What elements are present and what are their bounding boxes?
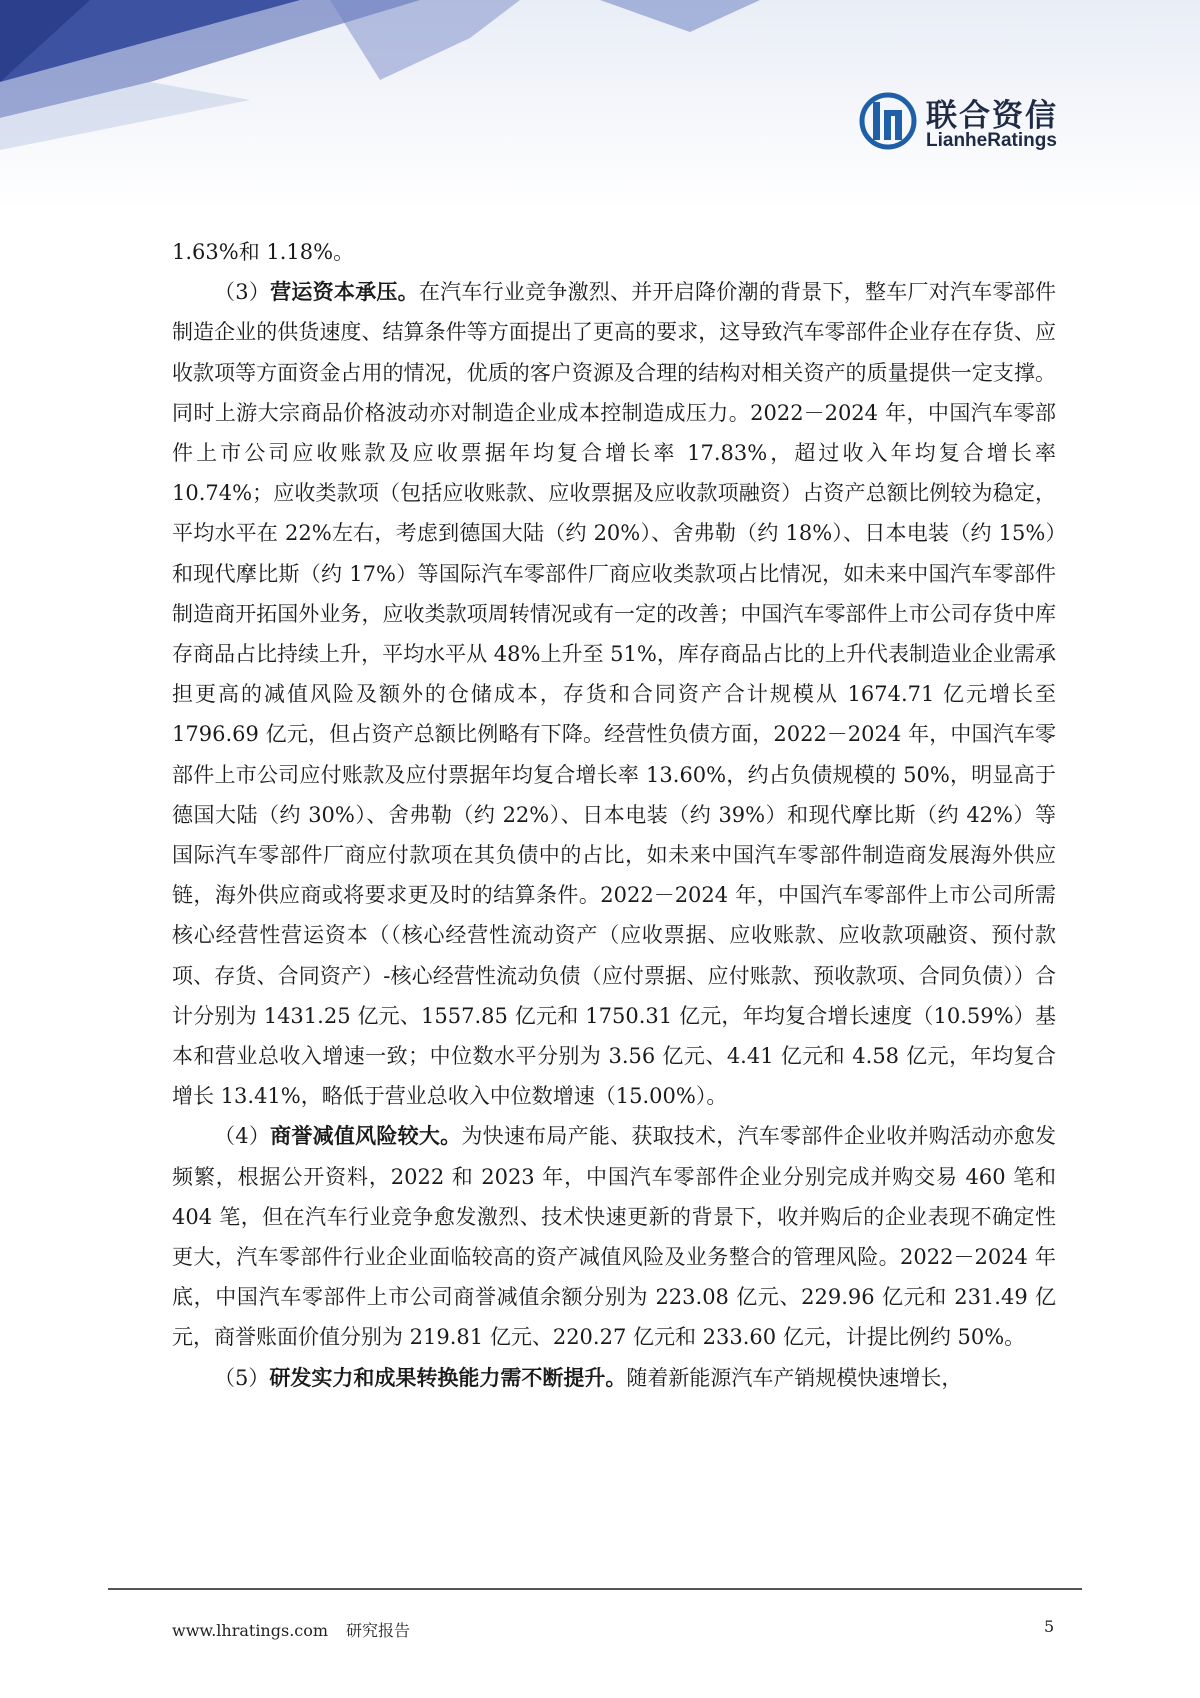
footer-website: www.lhratings.com: [172, 1621, 329, 1640]
item-number: （3）: [214, 280, 271, 305]
page-header: [0, 0, 1200, 210]
paragraph-heading: 研发实力和成果转换能力需不断提升。: [269, 1364, 627, 1390]
paragraph-working-capital: [172, 272, 1056, 1116]
lianhe-ratings-logo: [858, 88, 1088, 160]
paragraph-text: 随着新能源汽车产销规模快速增长，: [626, 1365, 963, 1390]
logo-english-name: LianheRatings: [926, 130, 1057, 151]
paragraph-heading: 商誉减值风险较大。: [270, 1123, 462, 1149]
footer-info: [172, 1618, 410, 1641]
lianhe-logo-icon: [858, 90, 918, 152]
report-body: [172, 232, 1056, 1398]
item-number: （4）: [214, 1124, 271, 1149]
paragraph-goodwill-impairment: [172, 1116, 1056, 1357]
footer-doc-type: 研究报告: [346, 1621, 411, 1640]
paragraph-text: 在汽车行业竞争激烈、并开启降价潮的背景下，整车厂对汽车零部件制造企业的供货速度、结算条件等方面提出了更高的要求，这导致汽车零部件企业存在存货、应收款项等方面资金占用的情况，优质的客户资源及合理的结构对相关资产的质量提供一定支撑。同时上游大宗商品价格波动亦对制造企业成本控制造成压力。2022－2024 年，中国汽车零部件上市公司应收账款及应收票据年均复合增长率 17.83%，超过收入年均复合增长率 10.74%；应收类款项（包括应收账款、应收票据及应收款项融资）占资产总额比例较为稳定，平均水平在 22%左右，考虑到德国大陆（约 20%）、舍弗勒（约 18%）、日本电装（约 15%）和现代摩比斯（约 17%）等国际汽车零部件厂商应收类款项占比情况，如未来中国汽车零部件制造商开拓国外业务，应收类款项周转情况或有一定的改善；中国汽车零部件上市公司存货中库存商品占比持续上升，平均水平从 48%上升至 51%，库存商品占比的上升代表制造业企业需承担更高的减值风险及额外的仓储成本，存货和合同资产合计规模从 1674.71 亿元增长至 1796.69 亿元，但占资产总额比例略有下降。经营性负债方面，2022－2024 年，中国汽车零部件上市公司应付账款及应付票据年均复合增长率 13.60%，约占负债规模的 50%，明显高于德国大陆（约 30%）、舍弗勒（约 22%）、日本电装（约 39%）和现代摩比斯（约 42%）等国际汽车零部件厂商应付款项在其负债中的占比，如未来中国汽车零部件制造商发展海外供应链，海外供应商或将要求更及时的结算条件。2022－2024 年，中国汽车零部件上市公司所需核心经营性营运资本（（核心经营性流动资产（应收票据、应收账款、应收款项融资、预付款项、存货、合同资产）-核心经营性流动负债（应付票据、应付账款、预收款项、合同负债））合计分别为 1431.25 亿元、1557.85 亿元和 1750.31 亿元，年均复合增长速度（10.59%）基本和营业总收入增速一致；中位数水平分别为 3.56 亿元、4.41 亿元和 4.58 亿元，年均复合增长 13.41%，略低于营业总收入中位数增速（15.00%）。: [172, 280, 1056, 1109]
paragraph-heading: 营运资本承压。: [270, 279, 419, 305]
footer-divider: [108, 1588, 1082, 1590]
paragraph-continuation: 1.63%和 1.18%。: [172, 240, 355, 264]
logo-chinese-name: 联合资信: [926, 98, 1058, 134]
item-number: （5）: [214, 1365, 270, 1390]
page-number: 5: [1044, 1617, 1055, 1636]
paragraph-text: 为快速布局产能、获取技术，汽车零部件企业收并购活动亦愈发频繁，根据公开资料，2022 和 2023 年，中国汽车零部件企业分别完成并购交易 460 笔和 404 笔，但在汽车行业竞争愈发激烈、技术快速更新的背景下，收并购后的企业表现不确定性更大，汽车零部件行业企业面临较高的资产减值风险及业务整合的管理风险。2022－2024 年底，中国汽车零部件上市公司商誉减值余额分别为 223.08 亿元、229.96 亿元和 231.49 亿元，商誉账面价值分别为 219.81 亿元、220.27 亿元和 233.60 亿元，计提比例约 50%。: [172, 1124, 1057, 1350]
paragraph-rd-capability: [172, 1358, 1056, 1398]
